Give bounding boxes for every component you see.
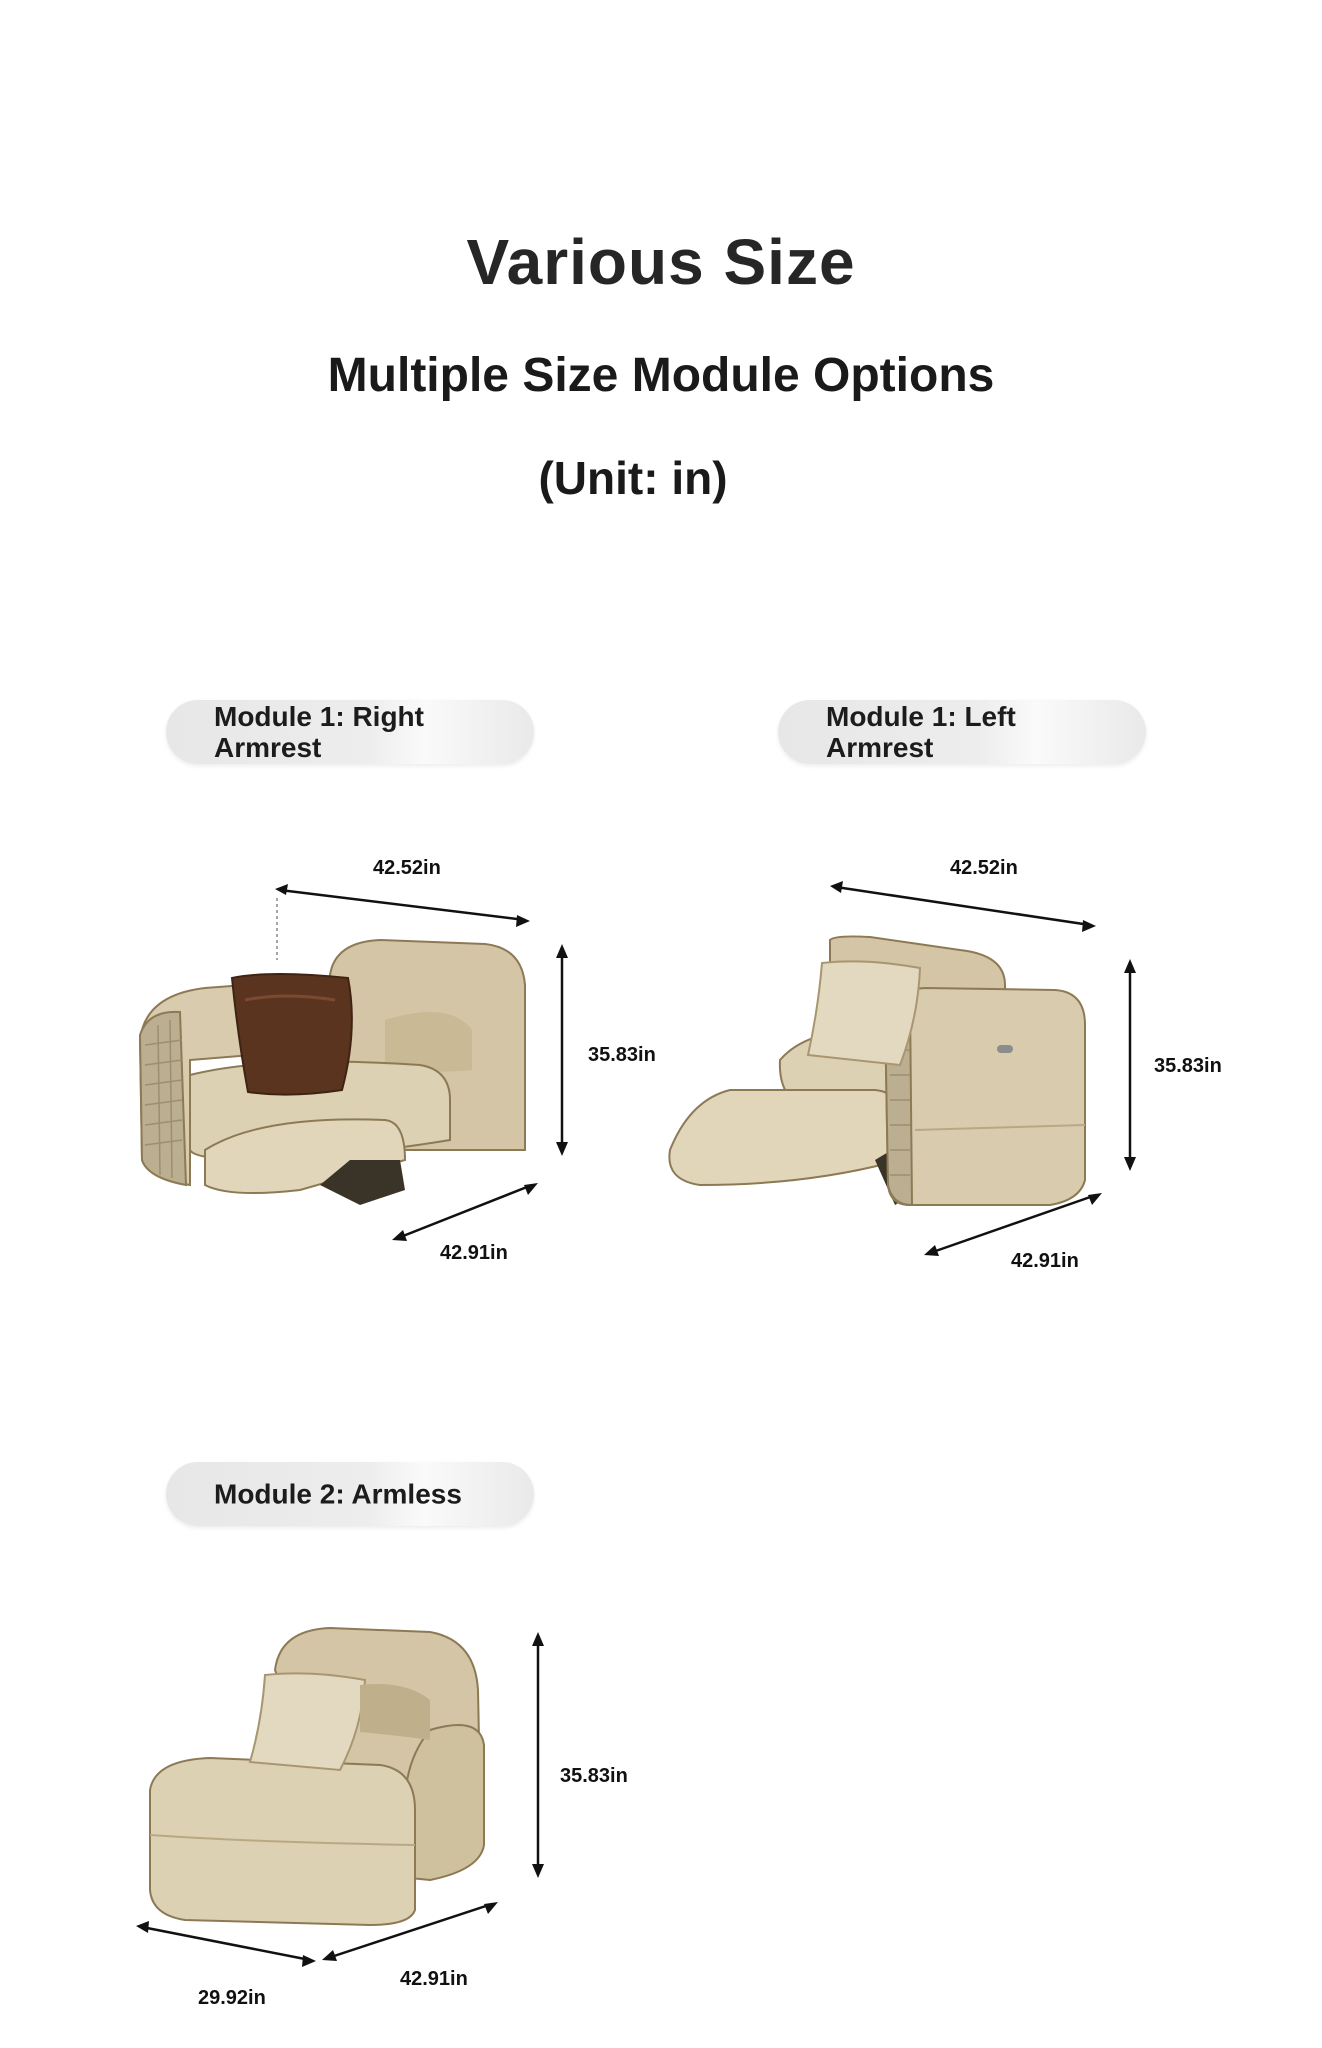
- armless-height: 35.83in: [560, 1765, 628, 1787]
- left-armrest-depth: 42.91in: [1011, 1250, 1079, 1272]
- module-right-armrest-label: Module 1: Right Armrest: [214, 701, 424, 763]
- page-subtitle: Multiple Size Module Options: [327, 349, 995, 402]
- module-armless-label: Module 2: Armless: [214, 1478, 462, 1510]
- module-armless-pill: [166, 1462, 534, 1526]
- armless-recliner-image: [130, 1620, 630, 1980]
- page-title: Various Size: [466, 226, 856, 298]
- left-armrest-recliner-image: [660, 860, 1160, 1300]
- armless-depth: 42.91in: [400, 1968, 468, 1990]
- module-right-armrest-pill: [166, 700, 534, 764]
- module-left-armrest-label: Module 1: Left Armrest: [826, 701, 1016, 763]
- right-armrest-width: 42.52in: [373, 857, 441, 879]
- left-armrest-width: 42.52in: [950, 857, 1018, 879]
- left-armrest-height: 35.83in: [1154, 1055, 1222, 1077]
- module-left-armrest-pill: [778, 700, 1146, 764]
- right-armrest-height: 35.83in: [588, 1044, 656, 1066]
- armless-width: 29.92in: [198, 1987, 266, 2009]
- right-armrest-depth: 42.91in: [440, 1242, 508, 1264]
- unit-note: (Unit: in): [538, 452, 728, 504]
- right-armrest-recliner-image: [120, 860, 600, 1300]
